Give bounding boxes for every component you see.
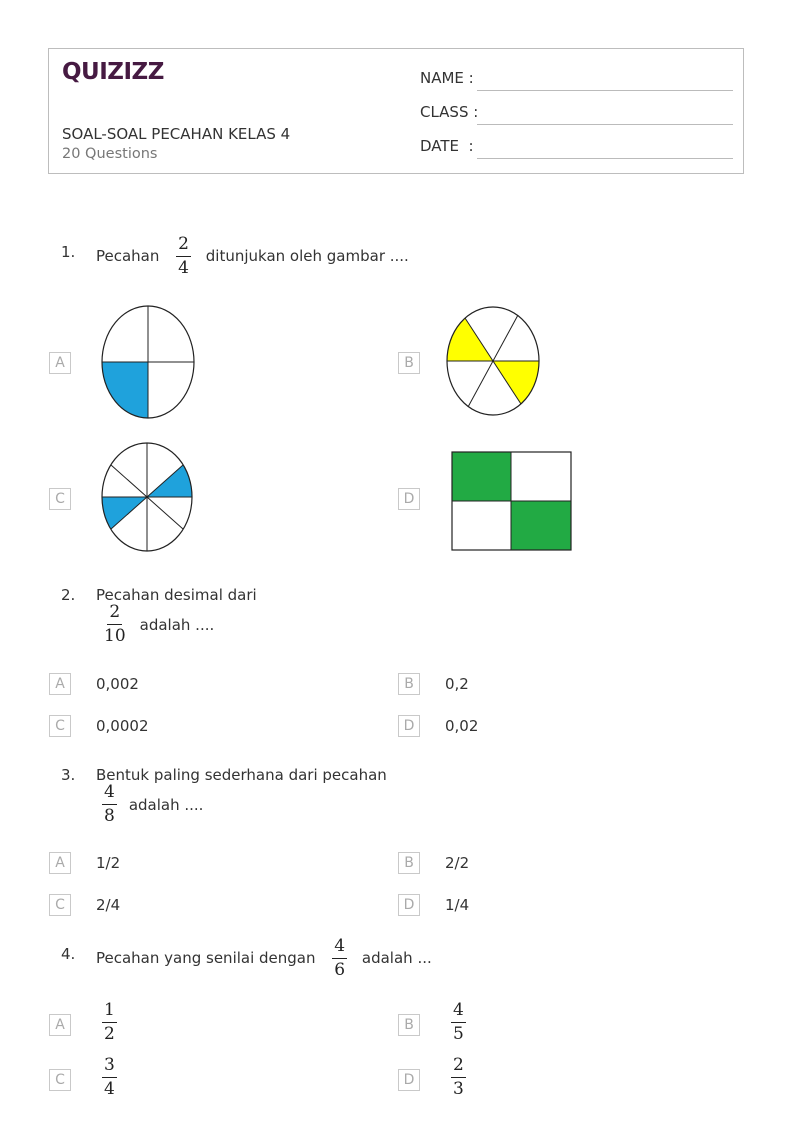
option-b-badge[interactable]: B — [398, 352, 420, 374]
name-line[interactable] — [477, 89, 733, 91]
shaded-sector — [102, 362, 148, 418]
option-c-fraction[interactable] — [102, 1057, 117, 1098]
option-b-badge[interactable]: B — [398, 673, 420, 695]
question-text-pre: Pecahan yang senilai dengan — [96, 949, 316, 967]
option-a-text[interactable]: 1/2 — [96, 854, 121, 872]
fraction-denominator: 5 — [453, 1024, 464, 1044]
question-text-post: adalah .... — [128, 795, 204, 814]
date-label: DATE : — [420, 137, 474, 155]
worksheet-header — [48, 48, 744, 174]
shaded-sector — [447, 318, 493, 361]
option-c-text[interactable]: 0,0002 — [96, 717, 149, 735]
option-c-badge[interactable]: C — [49, 1069, 71, 1091]
name-label: NAME : — [420, 69, 474, 87]
fraction — [102, 1002, 117, 1043]
fraction — [332, 938, 347, 979]
fraction-numerator: 1 — [102, 1002, 117, 1023]
shaded-cell — [511, 501, 571, 550]
circle-sixths-image[interactable] — [444, 303, 544, 419]
option-d-badge[interactable]: D — [398, 488, 420, 510]
fraction-numerator: 2 — [451, 1057, 466, 1078]
option-a-badge[interactable]: A — [49, 673, 71, 695]
question-text-pre: Pecahan — [96, 247, 160, 265]
question-text-line1: Bentuk paling sederhana dari pecahan — [96, 766, 387, 784]
fraction-numerator: 4 — [451, 1002, 466, 1023]
option-a-fraction[interactable] — [102, 1002, 117, 1043]
option-a-badge[interactable]: A — [49, 852, 71, 874]
option-d-fraction[interactable] — [451, 1057, 466, 1098]
shaded-sector — [102, 497, 147, 529]
fraction — [176, 236, 191, 277]
option-c-badge[interactable]: C — [49, 488, 71, 510]
fraction — [102, 784, 117, 825]
question-text — [102, 604, 214, 645]
option-d-badge[interactable]: D — [398, 894, 420, 916]
option-b-badge[interactable]: B — [398, 1014, 420, 1036]
question-text — [96, 236, 409, 277]
option-c-badge[interactable]: C — [49, 894, 71, 916]
question-text — [102, 784, 203, 825]
date-line[interactable] — [477, 157, 733, 159]
quizizz-logo: QUIZIZZ — [62, 59, 164, 85]
option-d-text[interactable]: 1/4 — [445, 896, 470, 914]
option-a-text[interactable]: 0,002 — [96, 675, 139, 693]
fraction-numerator: 3 — [102, 1057, 117, 1078]
fraction-numerator: 2 — [176, 236, 191, 257]
option-a-badge[interactable]: A — [49, 1014, 71, 1036]
option-c-text[interactable]: 2/4 — [96, 896, 121, 914]
shaded-cell — [452, 452, 511, 501]
fraction-denominator: 4 — [178, 258, 189, 278]
circle-eighths-image[interactable] — [98, 440, 198, 556]
question-text-post: ditunjukan oleh gambar .... — [205, 247, 409, 265]
question-count: 20 Questions — [62, 146, 158, 162]
fraction-denominator: 10 — [104, 626, 126, 646]
fraction-denominator: 6 — [334, 960, 346, 980]
question-number: 3. — [61, 766, 76, 784]
square-grid-image[interactable] — [451, 451, 573, 551]
question-text — [96, 938, 432, 979]
option-d-text[interactable]: 0,02 — [445, 717, 479, 735]
fraction-numerator: 4 — [102, 784, 117, 805]
fraction — [451, 1002, 466, 1043]
circle-quarters-image[interactable] — [98, 303, 198, 423]
fraction-denominator: 3 — [453, 1079, 464, 1099]
shaded-sector — [493, 361, 539, 404]
option-d-badge[interactable]: D — [398, 715, 420, 737]
option-b-fraction[interactable] — [451, 1002, 466, 1043]
option-a-badge[interactable]: A — [49, 352, 71, 374]
class-line[interactable] — [477, 123, 733, 125]
worksheet-title: SOAL-SOAL PECAHAN KELAS 4 — [62, 125, 291, 143]
fraction — [102, 1057, 117, 1098]
fraction-denominator: 8 — [104, 806, 115, 826]
option-b-badge[interactable]: B — [398, 852, 420, 874]
option-b-text[interactable]: 2/2 — [445, 854, 470, 872]
option-d-badge[interactable]: D — [398, 1069, 420, 1091]
fraction-denominator: 2 — [104, 1024, 115, 1044]
question-number: 2. — [61, 586, 76, 604]
fraction-numerator: 4 — [332, 938, 347, 959]
class-label: CLASS : — [420, 103, 479, 121]
option-b-text[interactable]: 0,2 — [445, 675, 469, 693]
question-number: 1. — [61, 243, 76, 261]
question-text-line1: Pecahan desimal dari — [96, 586, 257, 604]
question-text-post: adalah ... — [361, 949, 432, 967]
fraction-denominator: 4 — [104, 1079, 115, 1099]
shaded-sector — [147, 465, 192, 497]
fraction — [102, 604, 128, 645]
question-number: 4. — [61, 945, 76, 963]
fraction — [451, 1057, 466, 1098]
fraction-numerator: 2 — [107, 604, 122, 625]
option-c-badge[interactable]: C — [49, 715, 71, 737]
question-text-post: adalah .... — [139, 615, 215, 634]
